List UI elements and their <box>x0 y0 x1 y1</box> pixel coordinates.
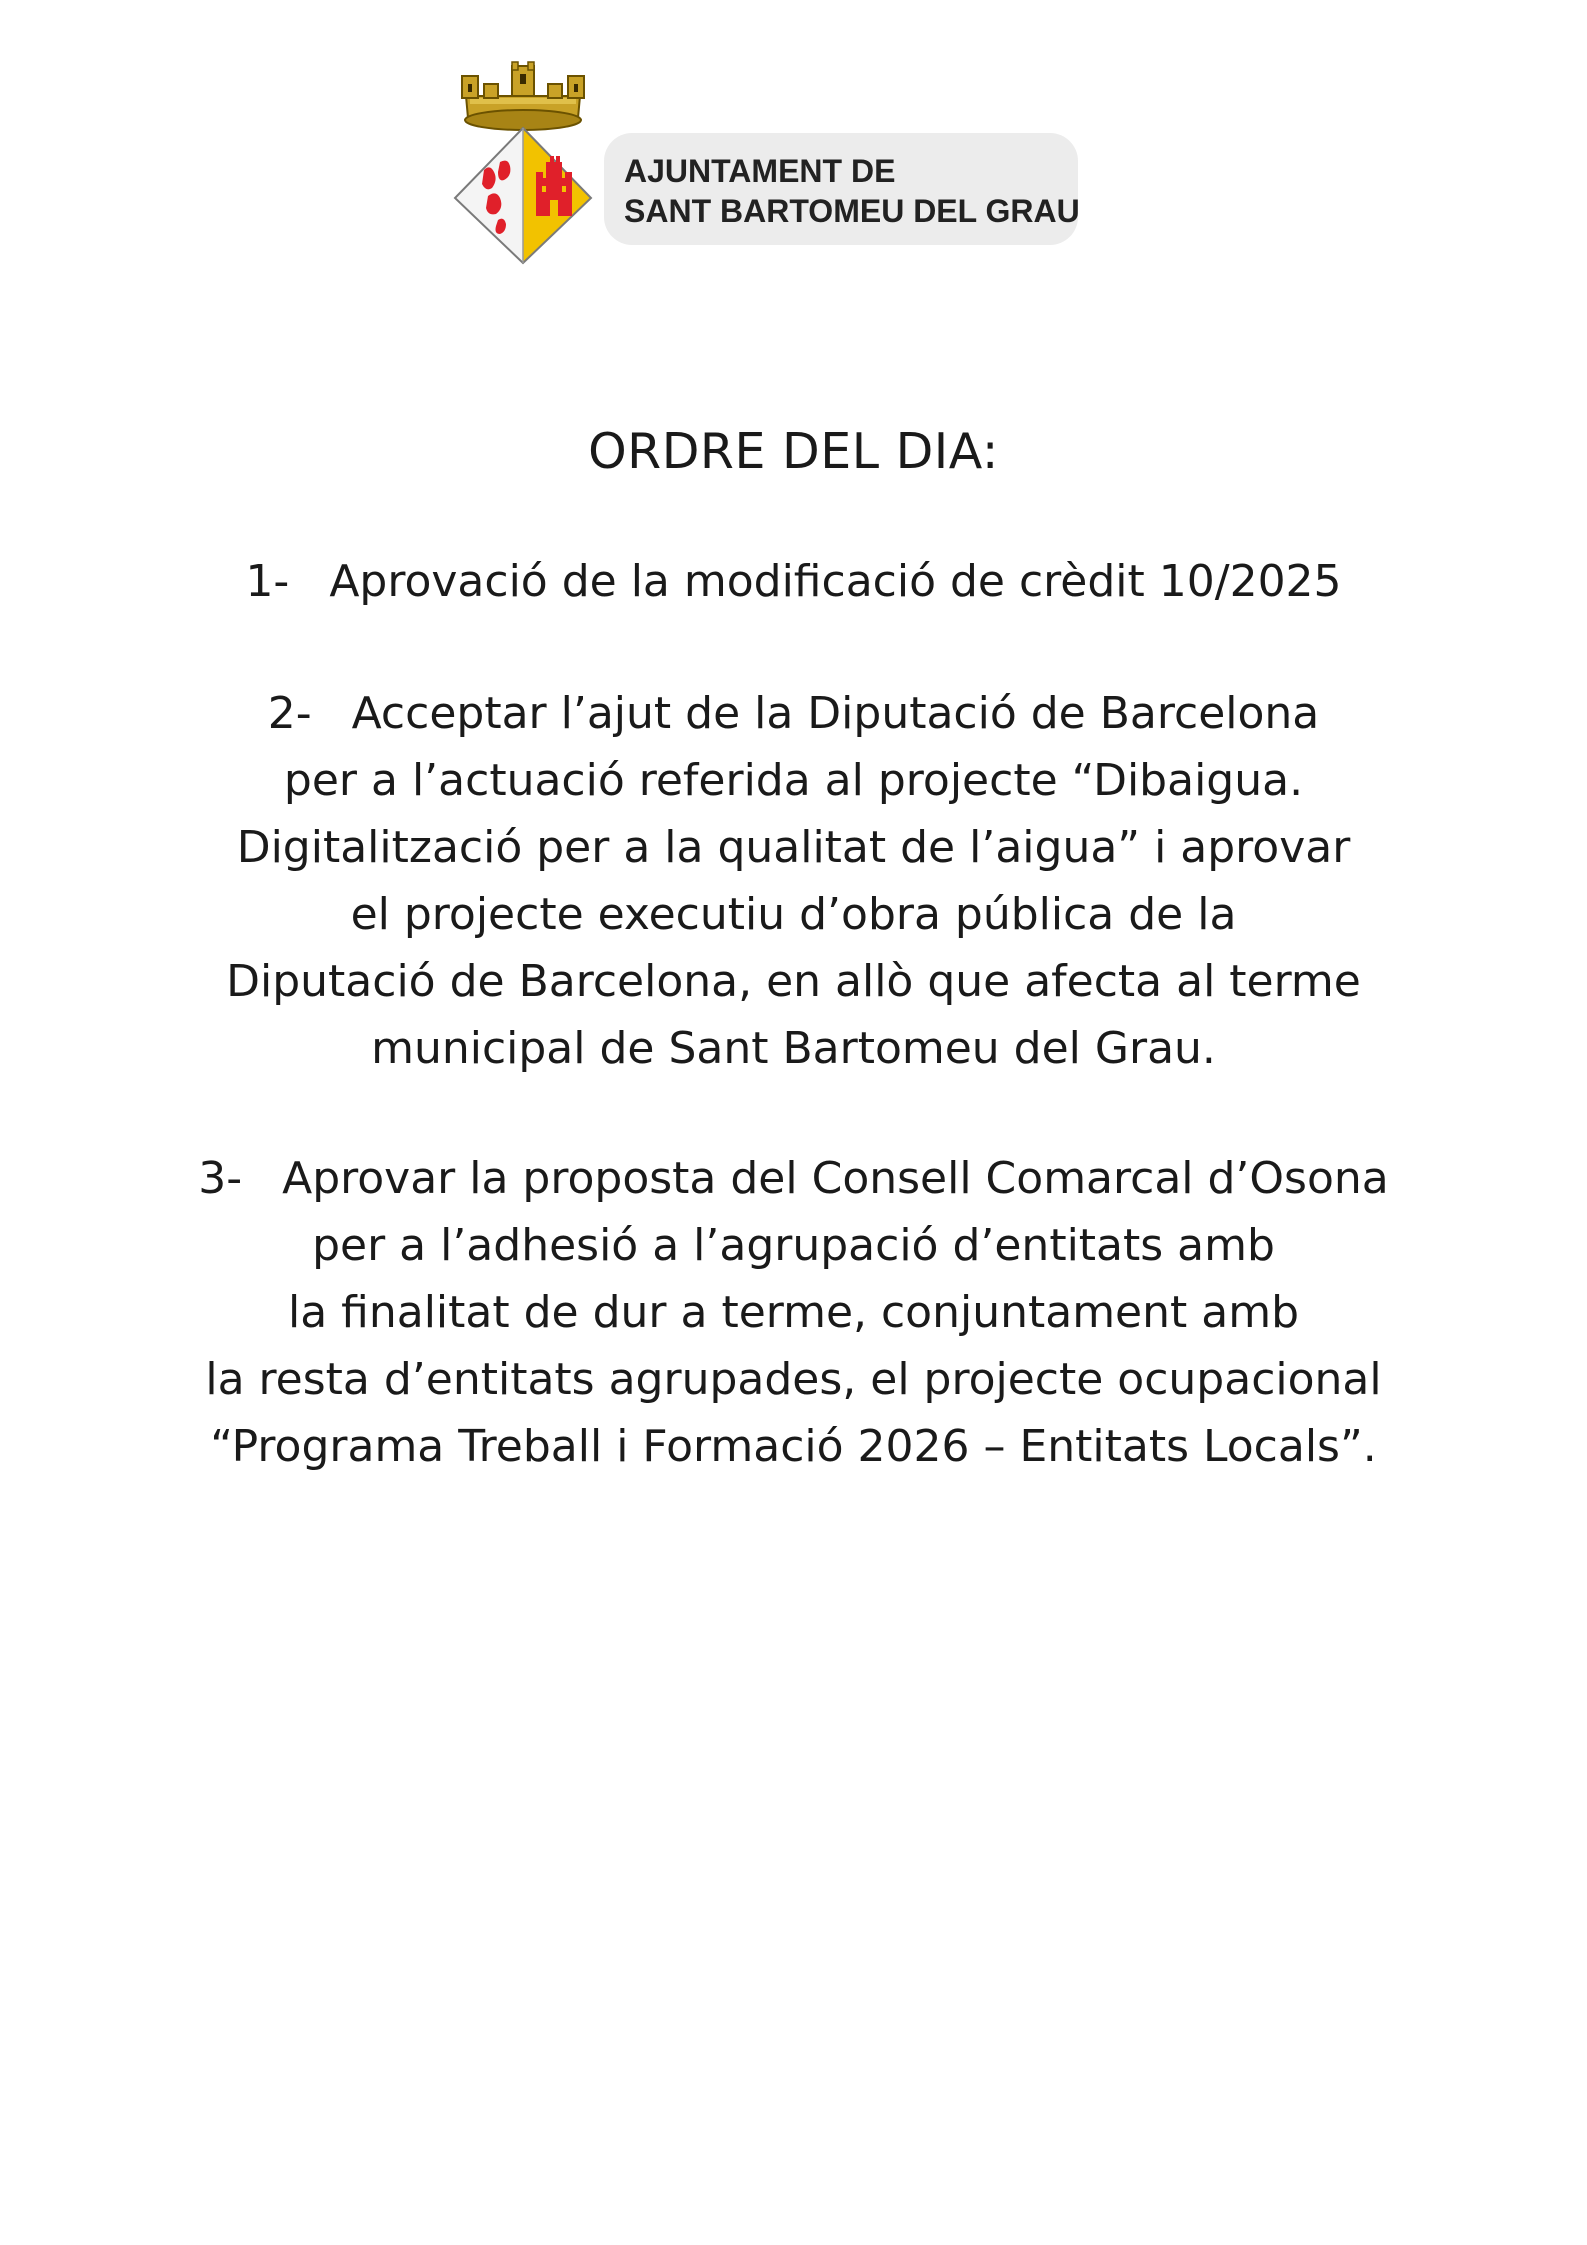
agenda-item-3 <box>0 1145 1587 1480</box>
agenda-item-line: Diputació de Barcelona, en allò que afecta al terme <box>226 956 1361 1007</box>
agenda-item-line: 2- Acceptar l’ajut de la Diputació de Barcelona <box>267 688 1320 739</box>
agenda-item-line: Digitalització per a la qualitat de l’aigua” i aprovar <box>236 822 1351 873</box>
agenda-item-line: “Programa Treball i Formació 2026 – Entitats Locals”. <box>210 1421 1377 1472</box>
agenda-item-2 <box>0 680 1587 1082</box>
agenda-title: ORDRE DEL DIA: <box>588 423 999 480</box>
organization-name-line-2: SANT BARTOMEU DEL GRAU <box>624 193 1080 229</box>
agenda-item-line: municipal de Sant Bartomeu del Grau. <box>371 1023 1216 1074</box>
agenda-item-line: per a l’actuació referida al projecte “Dibaigua. <box>283 755 1304 806</box>
agenda-item-line: la finalitat de dur a terme, conjuntament amb <box>287 1287 1300 1338</box>
agenda-item-number: 1- <box>245 556 290 607</box>
organization-name-line-1: AJUNTAMENT DE <box>624 153 896 189</box>
agenda-item-number: 2- <box>267 688 312 739</box>
agenda-item-1 <box>0 548 1587 615</box>
agenda-item-line: la resta d’entitats agrupades, el projecte ocupacional <box>205 1354 1382 1405</box>
agenda-item-line: 1- Aprovació de la modificació de crèdit 10/2025 <box>245 556 1342 607</box>
agenda-item-line: per a l’adhesió a l’agrupació d’entitats amb <box>312 1220 1275 1271</box>
agenda-item-number: 3- <box>198 1153 243 1204</box>
agenda-item-line: el projecte executiu d’obra pública de la <box>350 889 1237 940</box>
agenda-item-line: 3- Aprovar la proposta del Consell Comarcal d’Osona <box>198 1153 1389 1204</box>
